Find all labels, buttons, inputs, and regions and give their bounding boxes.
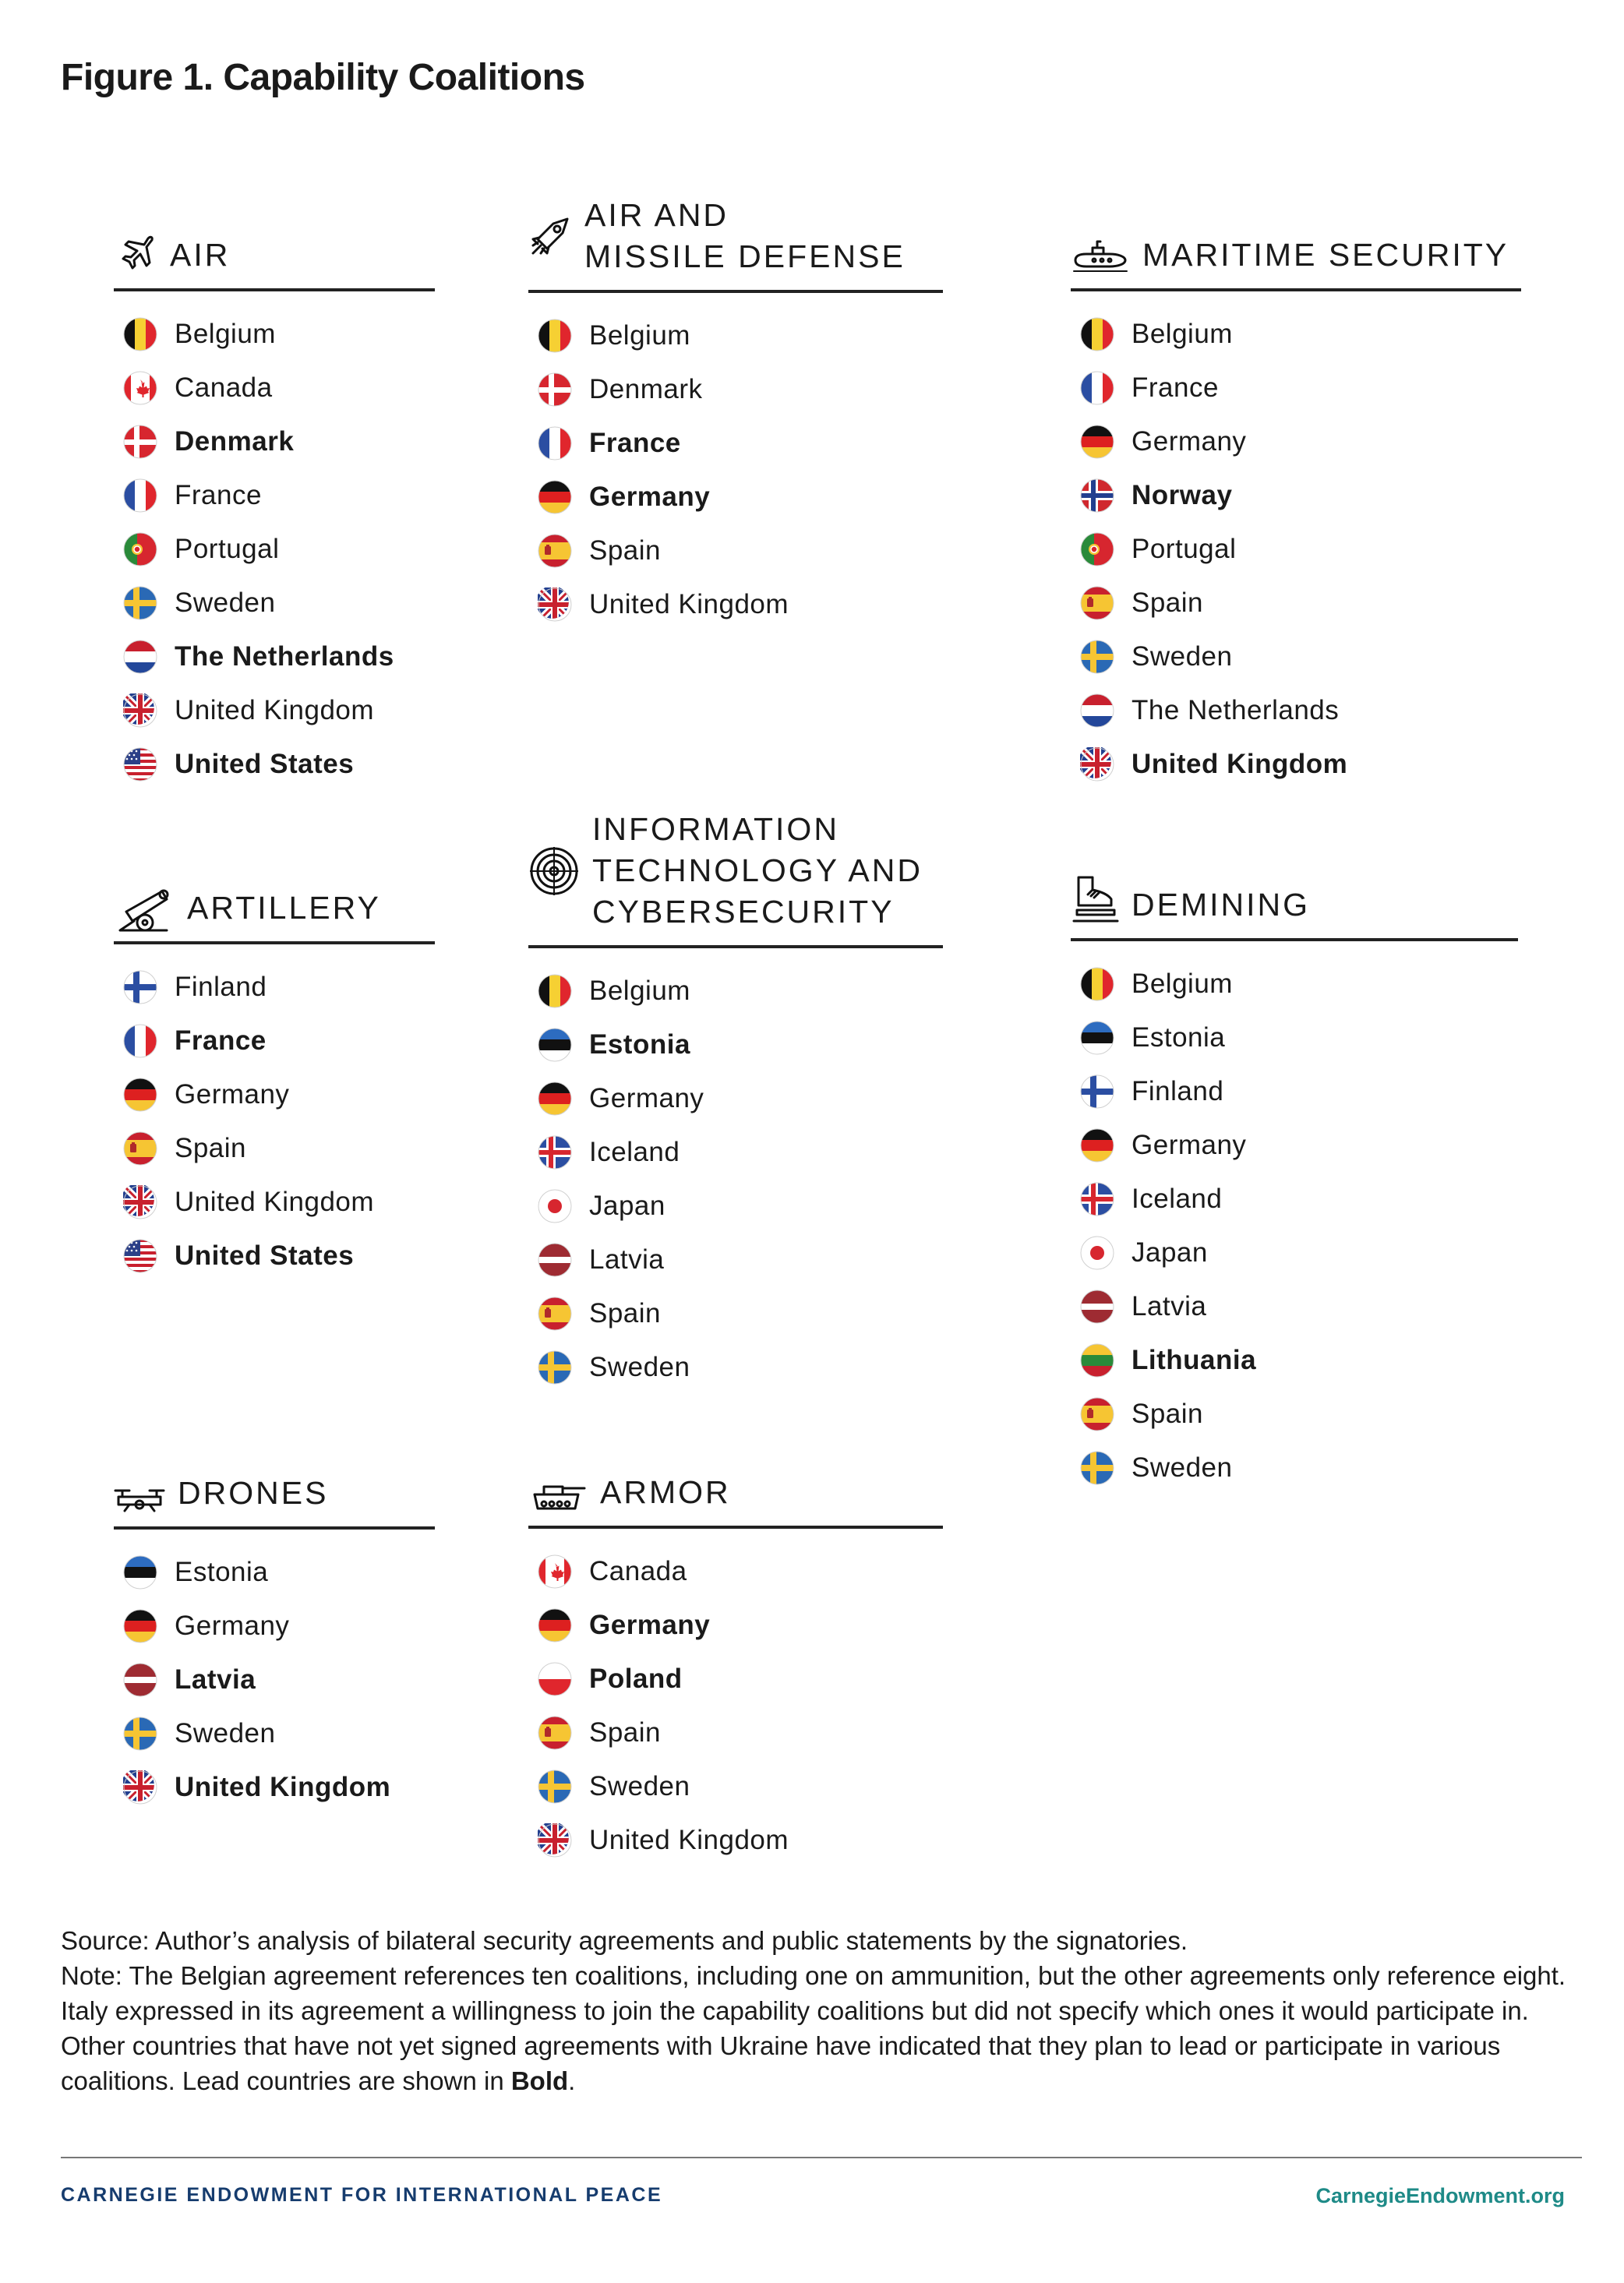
spain-flag-icon xyxy=(1080,1397,1114,1431)
coalition-header xyxy=(114,232,435,291)
country-name: Lithuania xyxy=(1132,1344,1257,1375)
country-item xyxy=(528,1598,943,1652)
country-item xyxy=(114,307,435,361)
country-name: Estonia xyxy=(1132,1022,1226,1053)
airplane-icon xyxy=(114,232,157,276)
country-name: United Kingdom xyxy=(589,1824,789,1855)
country-name: France xyxy=(589,427,681,458)
submarine-icon xyxy=(1071,232,1130,276)
country-item xyxy=(1071,415,1521,468)
uk-flag-icon xyxy=(123,1185,157,1219)
coalition-armor xyxy=(528,1470,943,1867)
country-item xyxy=(114,1121,435,1175)
country-name: Belgium xyxy=(1132,318,1233,349)
country-item xyxy=(1071,307,1521,361)
country-name: Japan xyxy=(589,1190,665,1221)
country-name: Spain xyxy=(175,1132,247,1163)
country-name: Sweden xyxy=(1132,640,1233,672)
spain-flag-icon xyxy=(1080,586,1114,620)
france-flag-icon xyxy=(123,1024,157,1058)
country-item xyxy=(528,1759,943,1813)
latvia-flag-icon xyxy=(1080,1290,1114,1324)
uk-flag-icon xyxy=(123,693,157,728)
country-name: France xyxy=(1132,372,1219,403)
country-name: Latvia xyxy=(589,1244,665,1275)
germany-flag-icon xyxy=(123,1078,157,1112)
country-item xyxy=(114,361,435,415)
country-list xyxy=(114,1545,435,1814)
poland-flag-icon xyxy=(538,1662,572,1696)
latvia-flag-icon xyxy=(123,1663,157,1697)
country-item xyxy=(114,415,435,468)
country-item xyxy=(528,1286,943,1340)
country-item xyxy=(114,1067,435,1121)
country-name: Denmark xyxy=(589,373,703,404)
spain-flag-icon xyxy=(538,1716,572,1750)
country-name: Portugal xyxy=(175,533,280,564)
country-item xyxy=(528,964,943,1018)
finland-flag-icon xyxy=(123,970,157,1004)
country-name: Poland xyxy=(589,1663,683,1694)
explanatory-note xyxy=(61,1958,1573,2098)
tank-icon xyxy=(528,1470,588,1513)
coalition-header xyxy=(528,809,943,948)
country-item xyxy=(528,1018,943,1071)
country-item xyxy=(528,524,943,577)
country-item xyxy=(114,630,435,683)
country-name: Denmark xyxy=(175,425,295,457)
country-item xyxy=(528,577,943,631)
country-item xyxy=(1071,1172,1518,1226)
note-bold-word: Bold xyxy=(510,2066,569,2095)
country-name: Sweden xyxy=(175,587,276,618)
country-name: Germany xyxy=(589,1609,711,1640)
belgium-flag-icon xyxy=(1080,967,1114,1001)
country-item xyxy=(528,470,943,524)
japan-flag-icon xyxy=(538,1189,572,1223)
germany-flag-icon xyxy=(538,1608,572,1643)
country-item xyxy=(114,1545,435,1599)
country-name: United States xyxy=(175,748,355,779)
country-item xyxy=(114,1175,435,1229)
country-name: Sweden xyxy=(1132,1452,1233,1483)
germany-flag-icon xyxy=(538,1082,572,1116)
country-name: United Kingdom xyxy=(589,588,789,619)
coalition-header xyxy=(528,1470,943,1529)
country-name: United Kingdom xyxy=(175,1771,391,1802)
country-name: Belgium xyxy=(1132,968,1233,999)
figure-notes xyxy=(61,1923,1573,2098)
footer-website-link[interactable]: CarnegieEndowment.org xyxy=(1315,2184,1565,2207)
estonia-flag-icon xyxy=(1080,1021,1114,1055)
country-item xyxy=(1071,630,1521,683)
footer-org-name: CARNEGIE ENDOWMENT FOR INTERNATIONAL PEACE xyxy=(61,2184,663,2206)
coalition-title: ARTILLERY xyxy=(187,890,381,926)
denmark-flag-icon xyxy=(538,372,572,407)
coalition-title xyxy=(592,809,923,933)
coalition-title: DEMINING xyxy=(1132,887,1310,923)
country-item xyxy=(1071,468,1521,522)
cannon-icon xyxy=(114,885,175,929)
country-item xyxy=(1071,1011,1518,1064)
country-name: France xyxy=(175,479,262,510)
country-name: The Netherlands xyxy=(1132,694,1340,725)
country-item xyxy=(114,1014,435,1067)
figure-title: Figure 1. Capability Coalitions xyxy=(61,57,585,98)
finland-flag-icon xyxy=(1080,1074,1114,1109)
estonia-flag-icon xyxy=(538,1028,572,1062)
country-item xyxy=(528,1179,943,1233)
country-item xyxy=(528,1706,943,1759)
portugal-flag-icon xyxy=(1080,532,1114,566)
coalition-air-missile-defense xyxy=(528,195,943,631)
country-name: Estonia xyxy=(175,1556,269,1587)
source-note: Source: Author’s analysis of bilateral security agreements and public statements by the signatories. xyxy=(61,1926,1188,1955)
country-name: Sweden xyxy=(175,1717,276,1748)
coalition-title: AIR xyxy=(170,237,231,273)
country-item xyxy=(1071,1333,1518,1387)
country-item xyxy=(1071,1118,1518,1172)
norway-flag-icon xyxy=(1080,478,1114,513)
denmark-flag-icon xyxy=(123,425,157,459)
uk-flag-icon xyxy=(538,588,572,622)
belgium-flag-icon xyxy=(538,974,572,1008)
usa-flag-icon xyxy=(123,747,157,782)
country-name: United Kingdom xyxy=(175,1186,375,1217)
coalition-header xyxy=(114,885,435,944)
country-item xyxy=(114,683,435,737)
country-item xyxy=(114,737,435,791)
coalition-header xyxy=(528,195,943,293)
germany-flag-icon xyxy=(1080,1128,1114,1163)
country-item xyxy=(1071,1441,1518,1494)
country-name: Sweden xyxy=(589,1770,690,1801)
coalition-header xyxy=(1071,232,1521,291)
france-flag-icon xyxy=(538,426,572,460)
country-item xyxy=(1071,361,1521,415)
country-name: Latvia xyxy=(1132,1290,1207,1321)
country-name: United Kingdom xyxy=(175,694,375,725)
country-list xyxy=(1071,307,1521,791)
country-name: Sweden xyxy=(589,1351,690,1382)
coalition-artillery xyxy=(114,885,435,1283)
country-name: Belgium xyxy=(589,975,690,1006)
country-item xyxy=(528,362,943,416)
boot-icon xyxy=(1071,874,1119,926)
country-item xyxy=(1071,1064,1518,1118)
coalition-demining xyxy=(1071,874,1518,1494)
country-item xyxy=(114,468,435,522)
country-item xyxy=(114,1599,435,1653)
country-name: Germany xyxy=(589,1082,704,1113)
spain-flag-icon xyxy=(538,534,572,568)
spain-flag-icon xyxy=(538,1297,572,1331)
uk-flag-icon xyxy=(123,1770,157,1805)
coalition-header xyxy=(114,1473,435,1530)
iceland-flag-icon xyxy=(538,1135,572,1170)
country-item xyxy=(114,576,435,630)
country-item xyxy=(528,1340,943,1394)
country-name: Latvia xyxy=(175,1664,256,1695)
country-item xyxy=(1071,1387,1518,1441)
country-list xyxy=(114,960,435,1283)
coalition-title xyxy=(584,195,906,277)
target-icon xyxy=(528,845,580,897)
uk-flag-icon xyxy=(1080,747,1114,782)
sweden-flag-icon xyxy=(538,1350,572,1385)
coalition-air xyxy=(114,232,435,791)
country-item xyxy=(1071,683,1521,737)
coalition-title: ARMOR xyxy=(600,1474,731,1510)
country-item xyxy=(528,1233,943,1286)
coalition-title: DRONES xyxy=(178,1475,329,1511)
country-name: Japan xyxy=(1132,1237,1208,1268)
country-name: Germany xyxy=(1132,425,1247,457)
country-name: Germany xyxy=(175,1610,290,1641)
footer-divider xyxy=(61,2157,1582,2158)
sweden-flag-icon xyxy=(123,586,157,620)
estonia-flag-icon xyxy=(123,1555,157,1590)
country-name: United States xyxy=(175,1240,355,1271)
country-item xyxy=(1071,737,1521,791)
sweden-flag-icon xyxy=(1080,640,1114,674)
latvia-flag-icon xyxy=(538,1243,572,1277)
sweden-flag-icon xyxy=(538,1770,572,1804)
country-name: Canada xyxy=(589,1555,687,1586)
title-line-2: TECHNOLOGY AND xyxy=(592,852,923,888)
country-name: Spain xyxy=(1132,1398,1204,1429)
country-list xyxy=(114,307,435,791)
country-item xyxy=(528,1125,943,1179)
country-name: Germany xyxy=(589,481,711,512)
country-item xyxy=(1071,522,1521,576)
france-flag-icon xyxy=(123,478,157,513)
country-name: Germany xyxy=(175,1078,290,1110)
country-name: Germany xyxy=(1132,1129,1247,1160)
country-item xyxy=(528,416,943,470)
country-name: Iceland xyxy=(1132,1183,1223,1214)
country-name: France xyxy=(175,1025,267,1056)
country-name: Norway xyxy=(1132,479,1233,510)
country-name: Belgium xyxy=(175,318,276,349)
country-list xyxy=(528,1544,943,1867)
drone-icon xyxy=(114,1483,165,1514)
belgium-flag-icon xyxy=(123,317,157,351)
country-name: Spain xyxy=(589,1297,662,1329)
coalition-title: MARITIME SECURITY xyxy=(1142,237,1509,273)
country-item xyxy=(528,1071,943,1125)
portugal-flag-icon xyxy=(123,532,157,566)
coalition-it-cybersecurity xyxy=(528,809,943,1394)
country-item xyxy=(528,1652,943,1706)
germany-flag-icon xyxy=(1080,425,1114,459)
netherlands-flag-icon xyxy=(1080,693,1114,728)
country-item xyxy=(528,1544,943,1598)
sweden-flag-icon xyxy=(123,1717,157,1751)
country-name: Canada xyxy=(175,372,273,403)
note-body: Note: The Belgian agreement references ten coalitions, including one on ammunition, but the other agreements only reference eight. Italy expressed in its agreement a willingness to join the capability coalitions but did not specify which ones it would participate in. Other countries that have not yet signed agreements with Ukraine have indicated that they plan to lead or participate in various coalitions. Lead countries are shown in xyxy=(61,1961,1566,2095)
belgium-flag-icon xyxy=(1080,317,1114,351)
country-name: Belgium xyxy=(589,319,690,351)
title-line-1: INFORMATION xyxy=(592,811,839,847)
country-name: Estonia xyxy=(589,1029,690,1060)
country-item xyxy=(1071,1226,1518,1279)
note-end: . xyxy=(568,2066,576,2095)
country-list xyxy=(528,309,943,631)
country-name: United Kingdom xyxy=(1132,748,1348,779)
title-line-1: AIR AND xyxy=(584,197,729,233)
belgium-flag-icon xyxy=(538,319,572,353)
country-item xyxy=(528,1813,943,1867)
netherlands-flag-icon xyxy=(123,640,157,674)
country-name: Spain xyxy=(1132,587,1204,618)
iceland-flag-icon xyxy=(1080,1182,1114,1216)
country-item xyxy=(114,522,435,576)
usa-flag-icon xyxy=(123,1239,157,1273)
title-line-2: MISSILE DEFENSE xyxy=(584,238,906,274)
country-list xyxy=(528,964,943,1394)
country-name: The Netherlands xyxy=(175,640,394,672)
france-flag-icon xyxy=(1080,371,1114,405)
country-item xyxy=(1071,1279,1518,1333)
canada-flag-icon xyxy=(538,1554,572,1589)
coalition-drones xyxy=(114,1473,435,1814)
country-item xyxy=(114,1653,435,1706)
germany-flag-icon xyxy=(123,1609,157,1643)
missile-icon xyxy=(528,214,572,258)
germany-flag-icon xyxy=(538,480,572,514)
country-item xyxy=(528,309,943,362)
country-name: Finland xyxy=(1132,1075,1224,1106)
spain-flag-icon xyxy=(123,1131,157,1166)
sweden-flag-icon xyxy=(1080,1451,1114,1485)
lithuania-flag-icon xyxy=(1080,1343,1114,1378)
country-name: Finland xyxy=(175,971,267,1002)
country-item xyxy=(1071,576,1521,630)
title-line-3: CYBERSECURITY xyxy=(592,894,895,930)
country-item xyxy=(114,1706,435,1760)
country-name: Iceland xyxy=(589,1136,680,1167)
country-item xyxy=(114,960,435,1014)
coalition-header xyxy=(1071,874,1518,941)
country-name: Portugal xyxy=(1132,533,1237,564)
country-item xyxy=(114,1229,435,1283)
country-list xyxy=(1071,957,1518,1494)
canada-flag-icon xyxy=(123,371,157,405)
country-name: Spain xyxy=(589,1717,662,1748)
country-name: Spain xyxy=(589,535,662,566)
japan-flag-icon xyxy=(1080,1236,1114,1270)
uk-flag-icon xyxy=(538,1823,572,1858)
country-item xyxy=(114,1760,435,1814)
country-item xyxy=(1071,957,1518,1011)
coalition-maritime-security xyxy=(1071,232,1521,791)
